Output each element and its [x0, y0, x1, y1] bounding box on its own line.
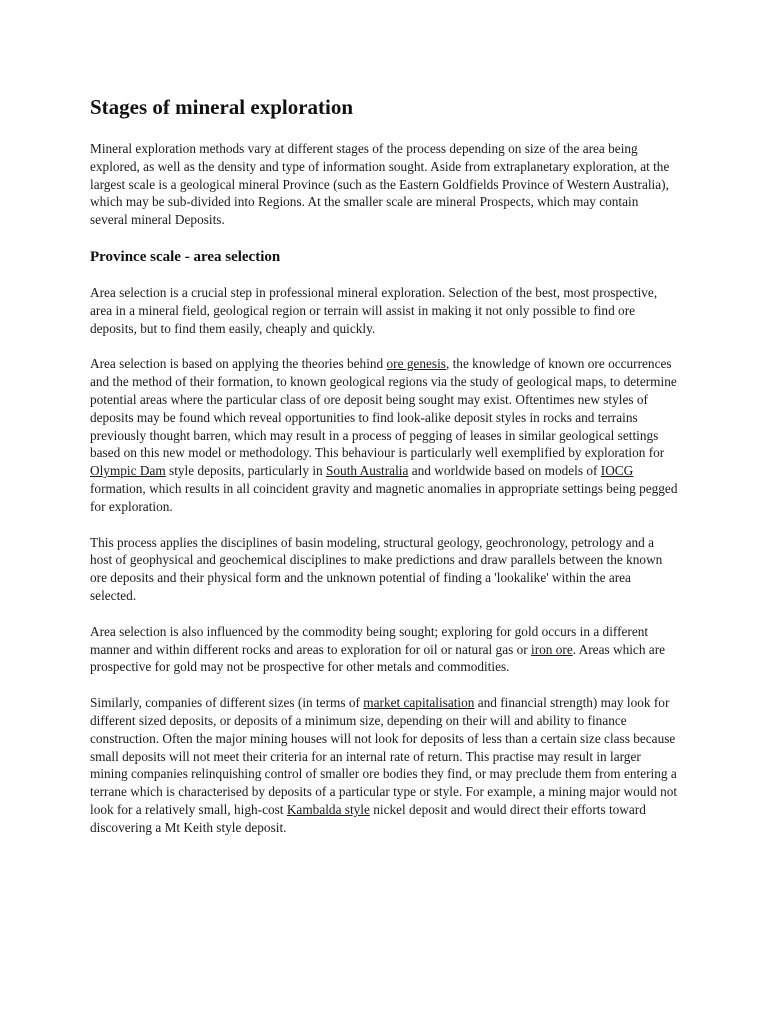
text-segment: and financial strength) may look for different sized deposits, or deposits of a minimum size, depending on their will and ability to finance construction. Often the major mining houses will not look for deposits of less than a certain size class because small deposits will not meet their criteria for an internal rate of return. This practise may result in larger mining companies relinquishing control of smaller ore bodies they find, or may preclude them from entering a terrane which is characterised by deposits of a particular type or style. For example, a mining major would not look for a relatively small, high-cost: [90, 695, 678, 817]
paragraph-theories: [90, 355, 678, 515]
link-olympic-dam[interactable]: Olympic Dam: [90, 463, 166, 479]
paragraph-company-size: [90, 694, 678, 836]
paragraph-disciplines: This process applies the disciplines of basin modeling, structural geology, geochronology, petrology and a host of geophysical and geochemical disciplines to make predictions and draw parallels between the known ore deposits and their physical form and the unknown potential of finding a 'lookalike' within the area selected.: [90, 534, 663, 603]
link-ore-genesis[interactable]: ore genesis: [386, 356, 446, 372]
text-segment: nickel deposit and would direct their efforts toward discovering a Mt Keith style deposit.: [90, 801, 646, 835]
link-kambalda-style[interactable]: Kambalda style: [286, 801, 370, 817]
link-south-australia[interactable]: South Australia: [326, 463, 409, 479]
intro-paragraph: Mineral exploration methods vary at different stages of the process depending on size of the area being explored, as well as the density and type of information sought. Aside from extraplanetary exploration, at the largest scale is a geological mineral Province (such as the Eastern Goldfields Province of Western Australia), which may be sub-divided into Regions. At the smaller scale are mineral Prospects, which may contain several mineral Deposits.: [90, 141, 670, 228]
link-market-capitalisation[interactable]: market capitalisation: [363, 695, 475, 711]
text-segment: Area selection is also influenced by the commodity being sought; exploring for gold occurs in a different manner and within different rocks and areas to exploration for oil or natural gas or: [90, 623, 649, 657]
text-segment: and worldwide based on models of: [408, 463, 601, 479]
text-segment: style deposits, particularly in: [165, 463, 326, 479]
section-heading: Province scale - area selection: [90, 248, 281, 265]
paragraph-commodity: [90, 623, 678, 676]
link-iocg[interactable]: IOCG: [600, 463, 634, 479]
page-title: Stages of mineral exploration: [90, 95, 354, 119]
text-segment: , the knowledge of known ore occurrences and the method of their formation, to known geological regions via the study of geological maps, to determine potential areas where the particular class of ore deposit being sought may exist. Oftentimes new styles of deposits may be found which reveal opportunities to find look-alike deposit styles in rocks and terrains previously thought barren, which may result in a process of pegging of leases in similar geological settings based on this new model or methodology. This behaviour is particularly well exemplified by exploration for: [90, 356, 677, 461]
text-segment: Area selection is based on applying the theories behind: [90, 356, 387, 372]
text-segment: formation, which results in all coincident gravity and magnetic anomalies in appropriate settings being pegged for exploration.: [90, 480, 678, 514]
paragraph-area-selection: Area selection is a crucial step in professional mineral exploration. Selection of the best, most prospective, area in a mineral field, geological region or terrain will assist in making it not only possible to find ore deposits, but to find them easily, cheaply and quickly.: [90, 284, 658, 336]
link-iron-ore[interactable]: iron ore: [531, 641, 573, 657]
text-segment: Similarly, companies of different sizes (in terms of: [90, 695, 364, 711]
text-segment: . Areas which are prospective for gold may not be prospective for other metals and commodities.: [90, 641, 666, 675]
